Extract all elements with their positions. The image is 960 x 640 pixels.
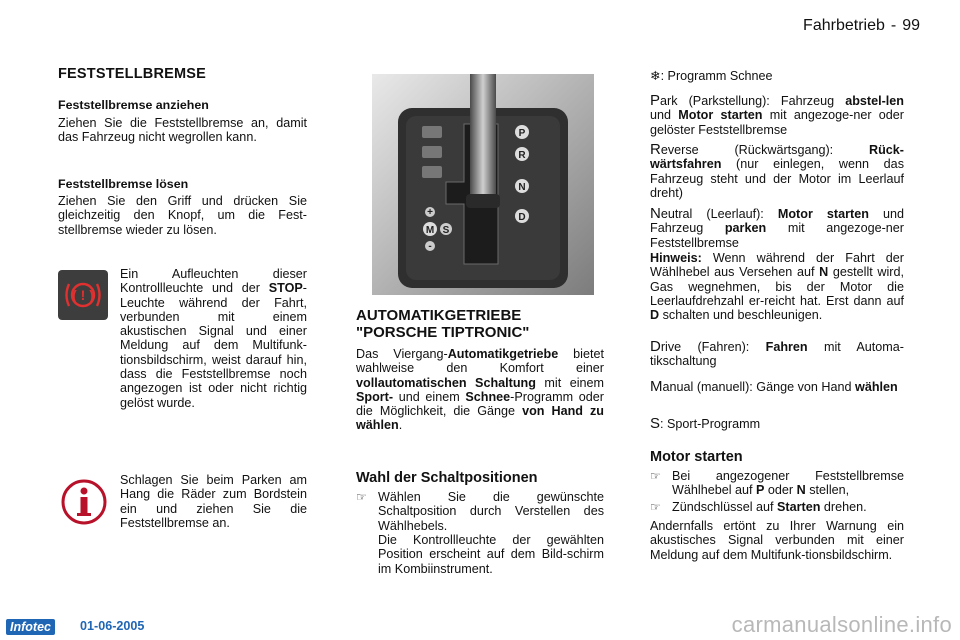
gear-label-r: R <box>518 150 526 161</box>
warning-text-a: Ein Aufleuchten dieser Kontrollleuchte und der STOP-Leuchte während der Fahrt, verbunden mit einem akustischen Signal und einer Meldung auf dem Multifunk-tionsbildschirm, weist darauf hin, dass die Feststellbremse noch angezogen ist oder nicht richtig gelöst wurde. <box>120 267 307 410</box>
apply-heading: Feststellbremse anziehen <box>58 98 209 112</box>
release-text: Ziehen Sie den Griff und drücken Sie gleichzeitig den Knopf, um die Fest-stellbremse wieder zu lösen. <box>58 194 307 237</box>
engine-start-heading: Motor starten <box>650 449 743 465</box>
start-bullet-2: ☞ Zündschlüssel auf Starten drehen. <box>650 500 867 514</box>
watermark: carmanualsonline.info <box>731 612 952 637</box>
gear-label-d: D <box>518 212 526 223</box>
pointing-hand-icon: ☞ <box>356 490 367 504</box>
hint-text: Hinweis: Wenn während der Fahrt der Wählhebel aus Versehen auf N gestellt wird, Gas wegnehmen, bis der Motor die Leerlaufdrehzahl er-reicht hat. Erst dann auf D schalten und beschleunigen. <box>650 251 904 323</box>
neutral-desc: Neutral (Leerlauf): Motor starten und Fahrzeug parken mit angezoge-ner Feststellbremse <box>650 205 904 250</box>
pointing-hand-icon: ☞ <box>650 500 661 514</box>
brake-warning-icon <box>58 270 108 320</box>
svg-text:( ! ): ( ! ) <box>72 287 94 303</box>
transmission-title: AUTOMATIKGETRIEBE "PORSCHE TIPTRONIC" <box>356 307 530 341</box>
section-title: Fahrbetrieb <box>803 17 885 34</box>
start-tail: Andernfalls ertönt zu Ihrer Warnung ein akustisches Signal verbunden mit einer Meldung auf dem Multifunk-tionsbildschirm. <box>650 519 904 562</box>
gear-label-m: M <box>425 225 435 236</box>
infotec-logo: Infotec <box>6 619 55 635</box>
park-desc: Park (Parkstellung): Fahrzeug abstel-len und Motor starten mit angezoge-ner oder gelöster Feststellbremse <box>650 92 905 137</box>
gear-selector-image <box>372 74 594 295</box>
drive-desc: Drive (Fahren): Fahren mit Automa-tikschaltung <box>650 338 904 369</box>
select-note: Die Kontrollleuchte der gewählten Position erscheint auf dem Bild-schirm im Kombiinstrument. <box>378 533 604 576</box>
gear-label-minus: - <box>428 241 432 252</box>
start-bullet-1: ☞ Bei angezogener Feststellbremse Wählhebel auf P oder N stellen, <box>650 469 904 498</box>
release-heading: Feststellbremse lösen <box>58 177 189 191</box>
page-header <box>803 17 920 35</box>
manual-desc: Manual (manuell): Gänge von Hand wählen <box>650 378 898 395</box>
apply-text: Ziehen Sie die Feststellbremse an, damit das Fahrzeug nicht wegrollen kann. <box>58 116 307 145</box>
gear-label-p: P <box>518 128 526 139</box>
footer-date: 01-06-2005 <box>80 619 145 633</box>
select-heading: Wahl der Schaltpositionen <box>356 470 538 486</box>
parking-brake-title: FESTSTELLBREMSE <box>58 66 207 82</box>
header-separator: - <box>890 17 897 34</box>
transmission-intro: Das Viergang-Automatikgetriebe bietet wahlweise den Komfort einer vollautomatischen Schaltung mit einem Sport- und einem Schnee-Programm oder die Möglichkeit, die Gänge von Hand zu wählen. <box>356 347 605 433</box>
info-text-1: Schlagen Sie beim Parken am Hang die Räder zum Bordstein ein und ziehen Sie die Feststellbremse an. <box>120 473 307 530</box>
info-icon <box>60 478 108 526</box>
pointing-hand-icon: ☞ <box>650 469 661 483</box>
gear-label-s: S <box>442 225 450 236</box>
sport-desc: S: Sport-Programm <box>650 415 761 432</box>
snow-line: ❄: Programm Schnee <box>650 69 773 83</box>
snowflake-icon: ❄ <box>650 69 661 83</box>
select-bullet: ☞ Wählen Sie die gewünschte Schaltposition durch Verstellen des Wählhebels. <box>356 490 604 533</box>
gear-label-plus: + <box>427 207 433 218</box>
gear-label-n: N <box>518 182 526 193</box>
page-number: 99 <box>902 17 920 34</box>
reverse-desc: Reverse (Rückwärtsgang): Rück-wärtsfahren (nur einlegen, wenn das Fahrzeug steht und der Motor im Leerlauf dreht) <box>650 141 904 200</box>
